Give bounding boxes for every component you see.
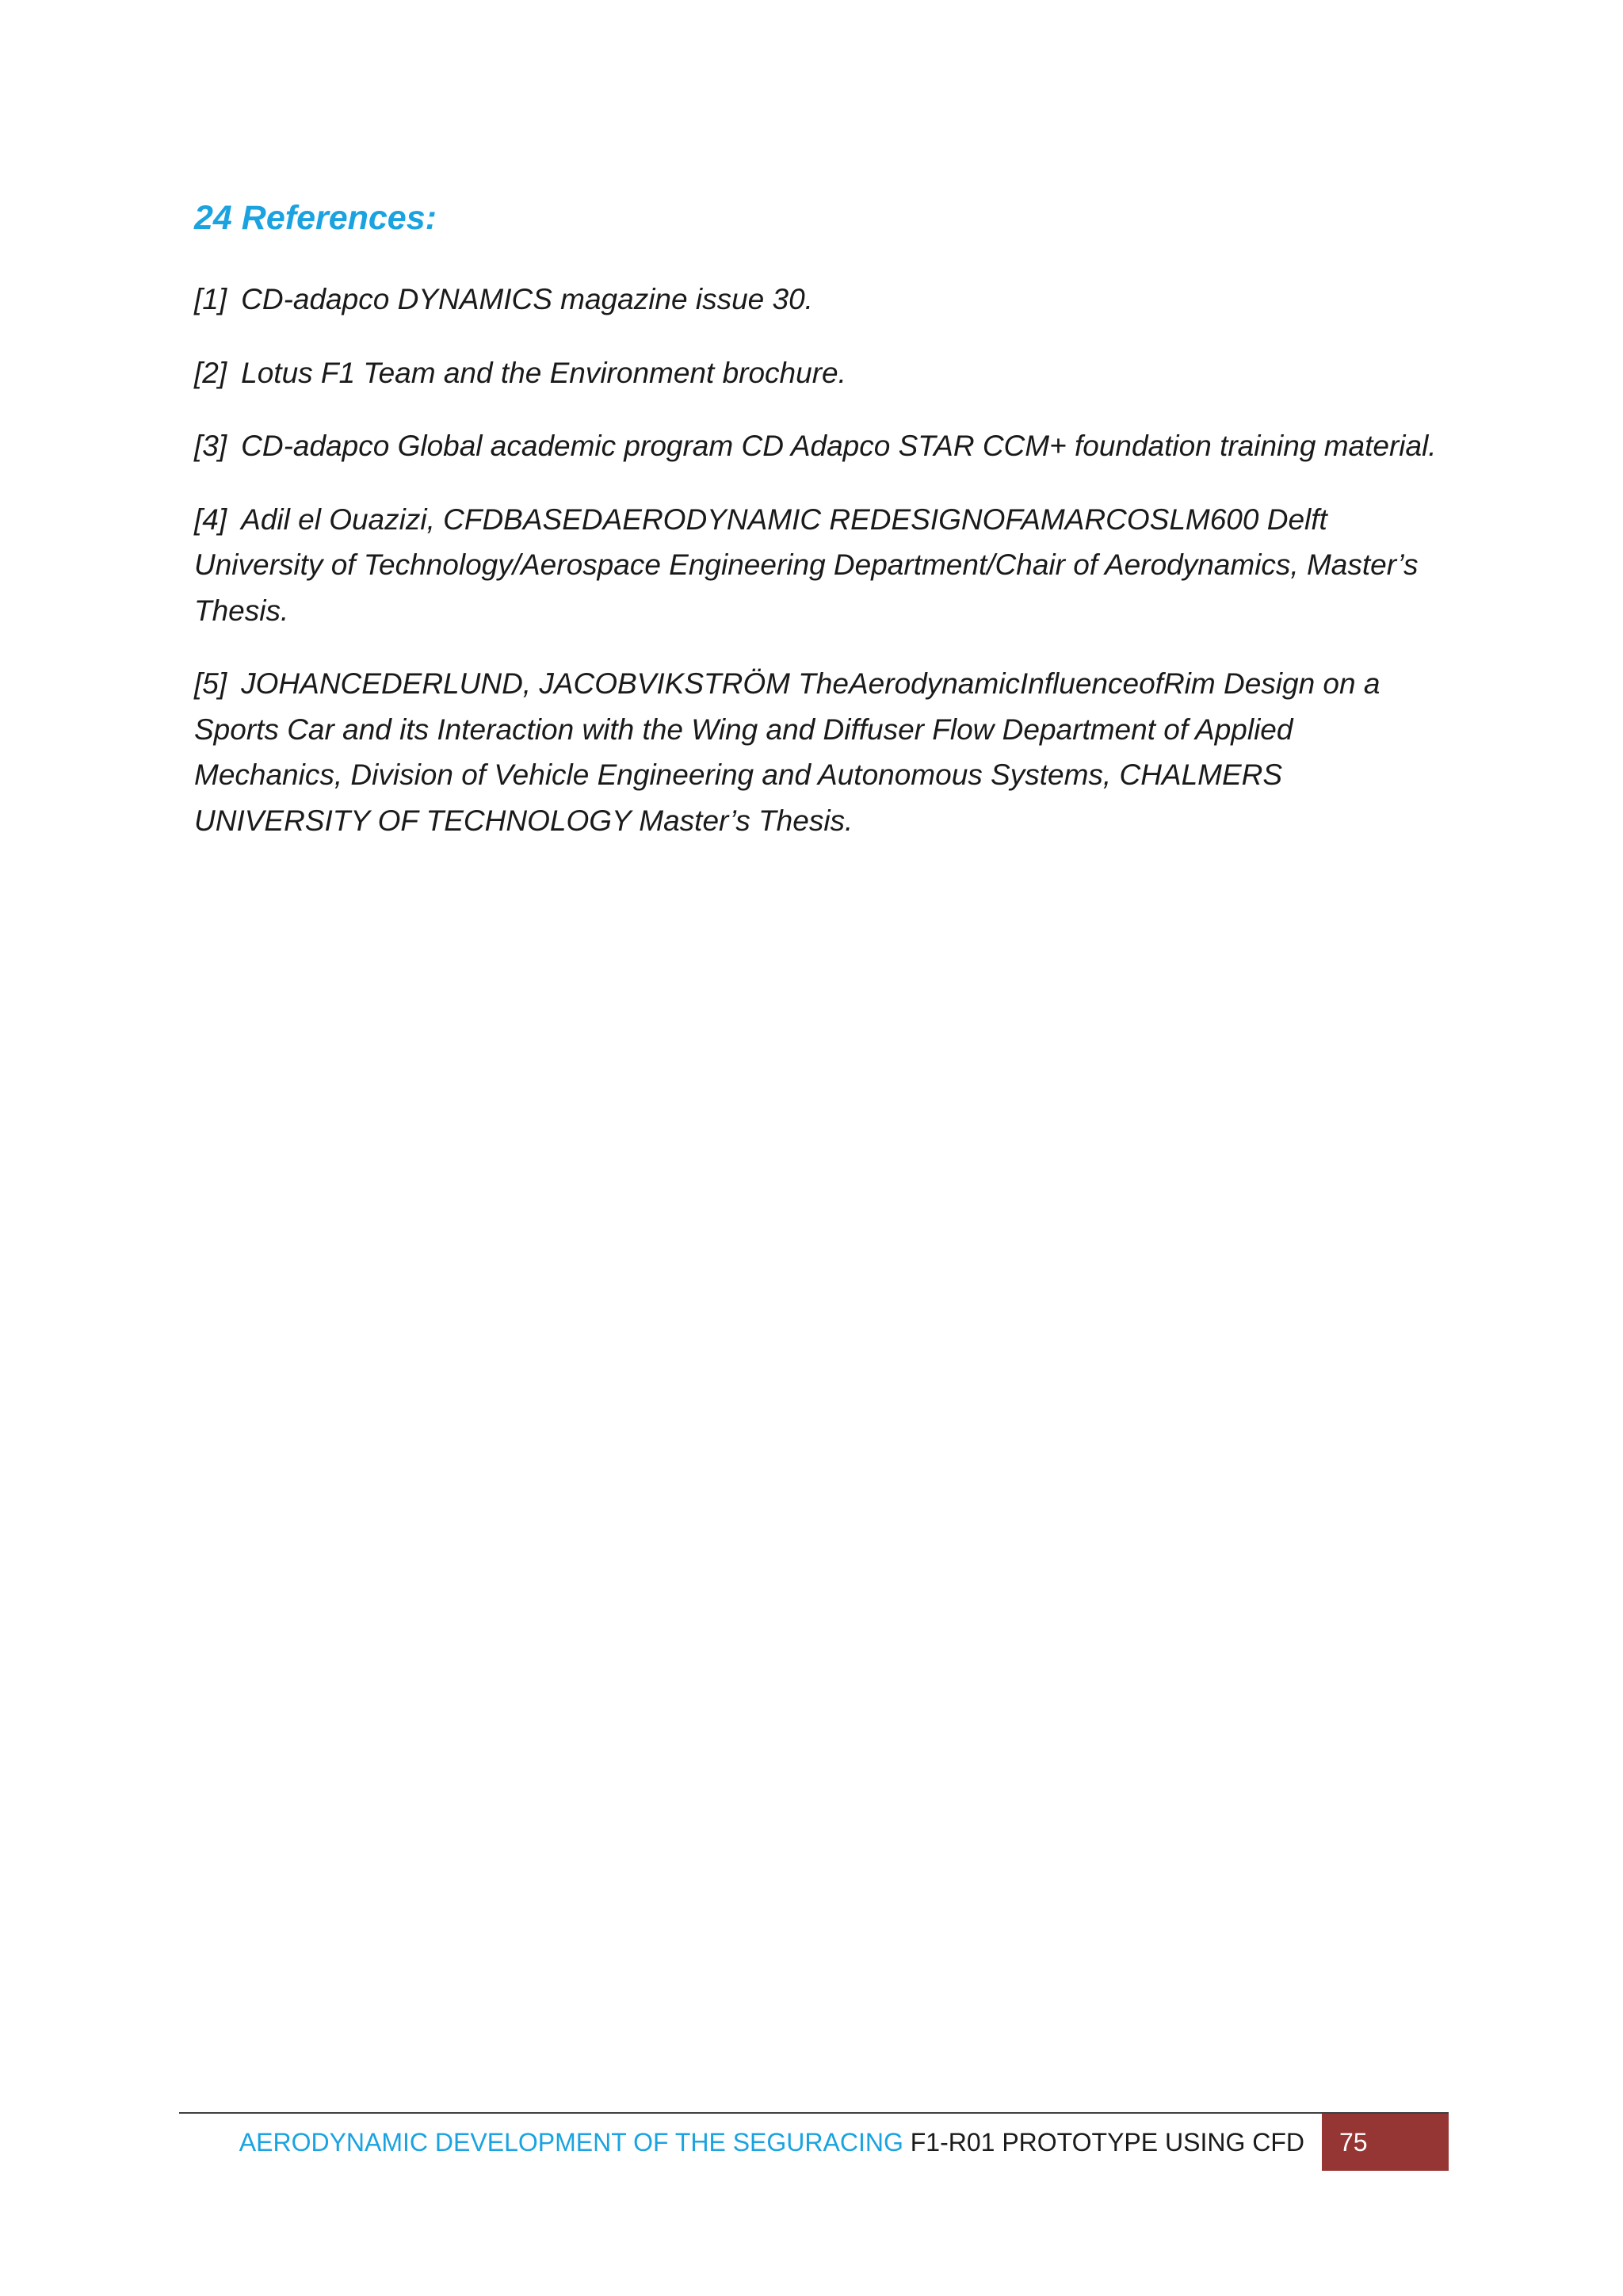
reference-item: [194, 661, 1446, 843]
reference-item: [194, 423, 1446, 469]
reference-number: [1]: [194, 283, 227, 315]
footer-title-blue: AERODYNAMIC DEVELOPMENT OF THE SEGURACING: [239, 2128, 903, 2157]
reference-text: JOHANCEDERLUND, JACOBVIKSTRÖM TheAerodynamicInfluenceofRim Design on a Sports Car and its Interaction with the Wing and Diffuser Flow Department of Applied Mechanics, Division of Vehicle Engineering and Autonomous Systems, CHALMERS UNIVERSITY OF TECHNOLOGY Master’s Thesis.: [194, 667, 1381, 837]
reference-text: Adil el Ouazizi, CFDBASEDAERODYNAMIC REDESIGNOFAMARCOSLM600 Delft University of Technology/Aerospace Engineering Department/Chair of Aerodynamics, Master’s Thesis.: [194, 502, 1419, 627]
reference-number: [3]: [194, 430, 227, 462]
reference-number: [5]: [194, 667, 227, 700]
reference-text: CD-adapco Global academic program CD Adapco STAR CCM+ foundation training material.: [241, 430, 1437, 462]
page-footer: [179, 2112, 1449, 2172]
reference-item: [194, 350, 1446, 396]
page-number: 75: [1322, 2114, 1449, 2171]
reference-number: [2]: [194, 356, 227, 389]
reference-text: CD-adapco DYNAMICS magazine issue 30.: [241, 283, 813, 315]
reference-item: [194, 277, 1446, 323]
footer-title: [239, 2125, 1304, 2160]
reference-item: [194, 497, 1446, 634]
references-section: [194, 194, 1446, 871]
section-heading: 24 References:: [194, 199, 437, 237]
reference-number: [4]: [194, 502, 227, 536]
reference-text: Lotus F1 Team and the Environment brochure.: [241, 356, 846, 389]
footer-title-dark: F1-R01 PROTOTYPE USING CFD: [910, 2128, 1304, 2157]
